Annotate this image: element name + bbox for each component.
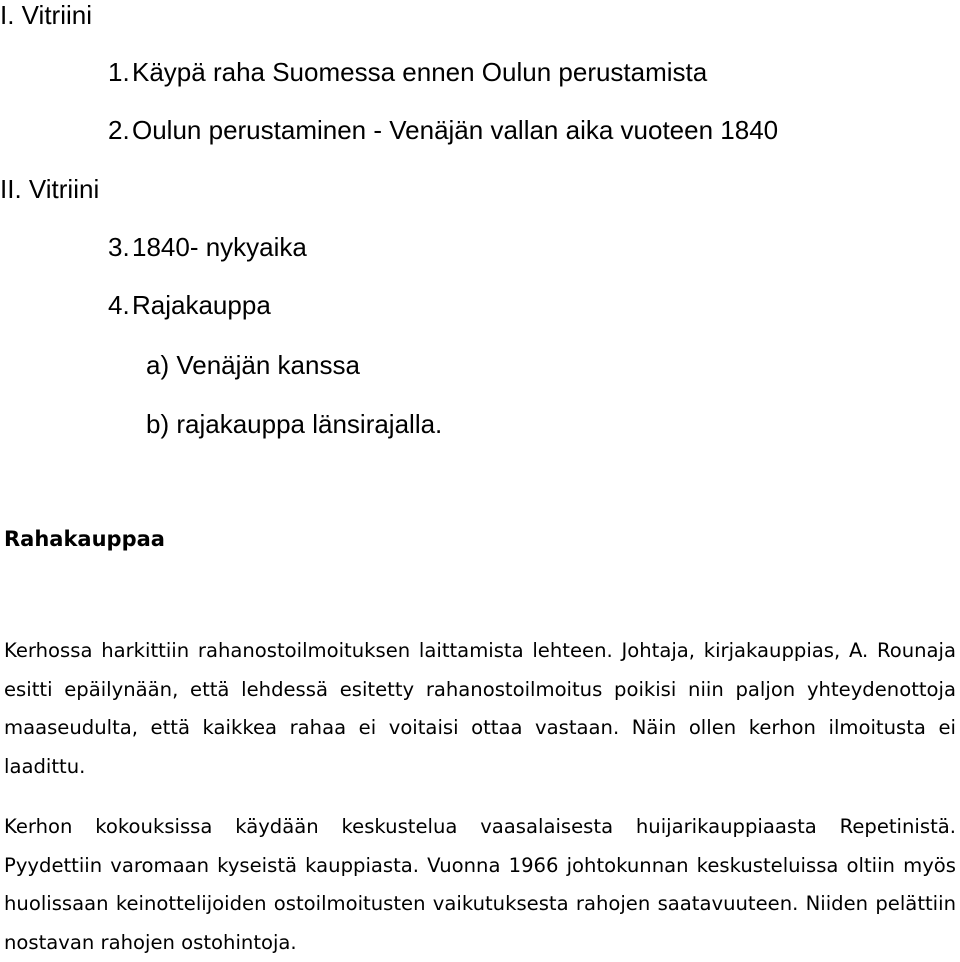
list-item-text: Oulun perustaminen - Venäjän vallan aika vuoteen 1840	[132, 115, 779, 145]
list-item-text: Käypä raha Suomessa ennen Oulun perustamista	[132, 57, 708, 87]
sub-list-item: b) rajakauppa länsirajalla.	[146, 409, 443, 439]
list-item-number: 4.	[108, 290, 130, 320]
list-item-text: 1840- nykyaika	[132, 232, 307, 262]
section-2-label: II. Vitriini	[0, 174, 100, 204]
section-1-label: I. Vitriini	[0, 0, 92, 30]
section-heading: Rahakauppaa	[4, 527, 165, 551]
list-item-number: 3.	[108, 232, 130, 262]
paragraph: Kerhossa harkittiin rahanostoilmoituksen laittamista lehteen. Johtaja, kirjakauppias, A. Rounaja esitti epäilynään, että lehdessä esitetty rahanostoilmoitus poikisi niin paljon yhteydenottoja maaseudulta, että kaikkea rahaa ei voitaisi ottaa vastaan. Näin ollen kerhon ilmoitusta ei laadittu.	[4, 639, 956, 778]
list-item-number: 2.	[108, 115, 130, 145]
list-item	[108, 232, 307, 262]
list-item	[108, 290, 271, 320]
sub-list-item: a) Venäjän kanssa	[146, 350, 360, 380]
list-item	[108, 115, 778, 145]
list-item	[108, 57, 707, 87]
list-item-text: Rajakauppa	[132, 290, 271, 320]
list-item-number: 1.	[108, 57, 130, 87]
paragraph: Kerhon kokouksissa käydään keskustelua vaasalaisesta huijarikauppiaasta Repetinistä. Pyydettiin varomaan kyseistä kauppiasta. Vuonna 1966 johtokunnan keskusteluissa oltiin myös huolissaan keinottelijoiden ostoilmoitusten vaikutuksesta rahojen saatavuuteen. Niiden pelättiin nostavan rahojen ostohintoja.	[4, 815, 956, 954]
